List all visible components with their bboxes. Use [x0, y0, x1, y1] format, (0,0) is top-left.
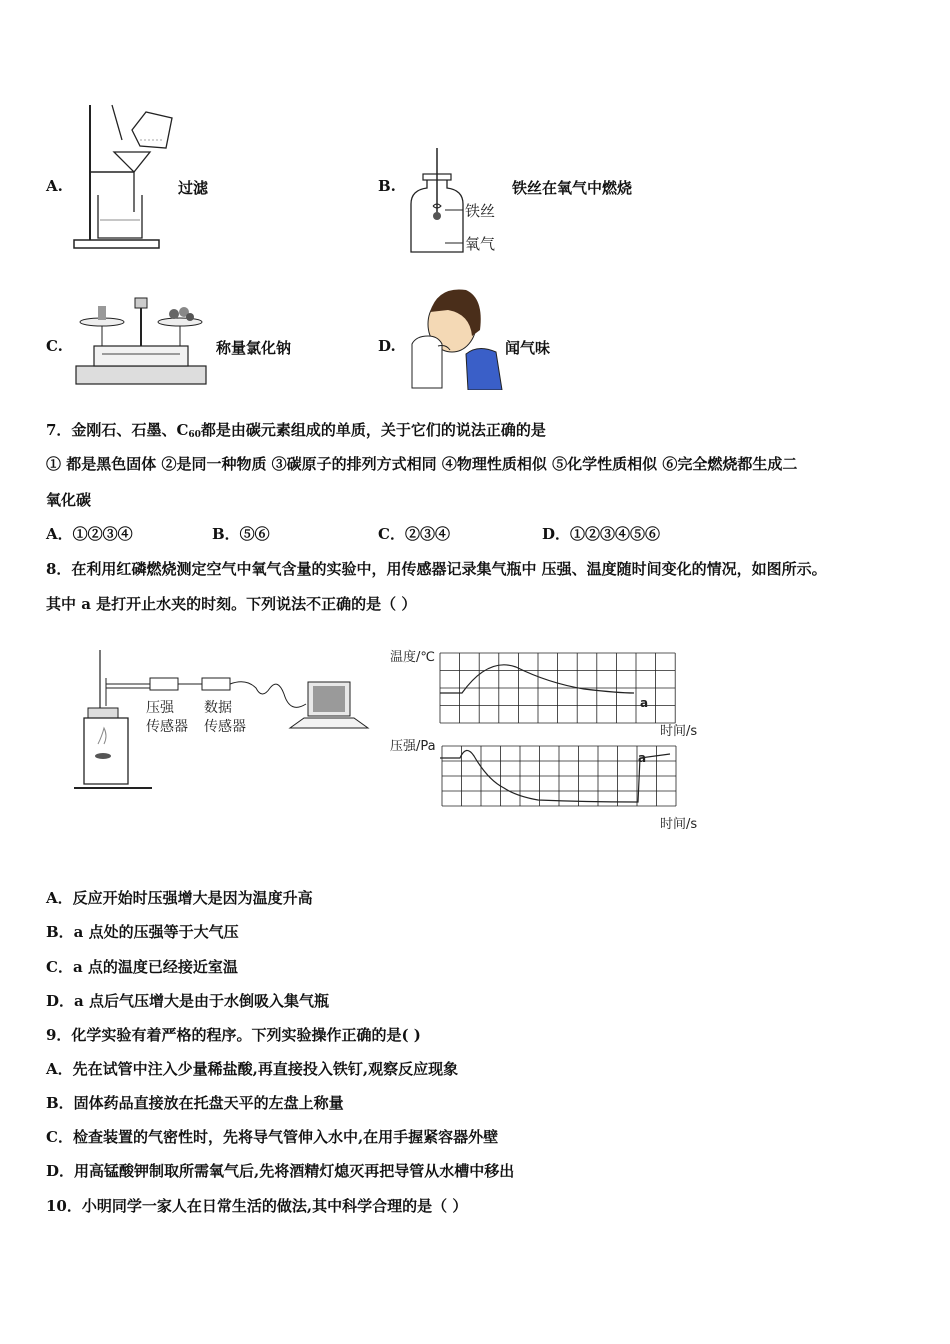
- filtration-apparatus-figure: [70, 100, 185, 252]
- temperature-a-marker: a: [640, 696, 649, 710]
- question-7-statements: ① 都是黑色固体 ②是同一种物质 ③碳原子的排列方式相同 ④物理性质相似 ⑤化学性质相似 ⑥完全燃烧都生成二: [46, 455, 798, 473]
- question-8-option-c[interactable]: C．a 点的温度已经接近室温: [46, 958, 238, 976]
- data-sensor-label-2: 传感器: [204, 719, 246, 735]
- pressure-sensor-label: 压强: [146, 700, 174, 716]
- temperature-curve: [440, 665, 634, 693]
- question-8-option-d[interactable]: D．a 点后气压增大是由于水倒吸入集气瓶: [46, 992, 329, 1010]
- question-9-option-d[interactable]: D．用高锰酸钾制取所需氧气后,先将酒精灯熄灭再把导管从水槽中移出: [46, 1162, 515, 1180]
- smelling-gas-figure: [408, 284, 503, 390]
- question-7-option-c[interactable]: C．②③④: [378, 525, 450, 543]
- question-7-option-a[interactable]: A．①②③④: [46, 525, 133, 543]
- question-8-stem-cont: 其中 a 是打开止水夹的时刻。下列说法不正确的是（ ）: [46, 595, 417, 613]
- question-8-stem: 8．在利用红磷燃烧测定空气中氧气含量的实验中，用传感器记录集气瓶中 压强、温度随时间变化的情况，如图所示。: [46, 560, 827, 578]
- data-sensor-label: 数据: [204, 700, 232, 716]
- pressure-time-chart: [388, 738, 703, 834]
- pressure-a-marker: a: [638, 751, 647, 765]
- option-d-caption: 闻气味: [505, 339, 551, 357]
- balance-weighing-figure: [72, 292, 212, 388]
- option-b-caption: 铁丝在氧气中燃烧: [512, 179, 633, 197]
- sensor-apparatus-figure: [70, 648, 375, 793]
- pressure-sensor-label-2: 传感器: [146, 719, 188, 735]
- option-c-letter: C.: [46, 337, 63, 355]
- question-7-option-d[interactable]: D．①②③④⑤⑥: [542, 525, 661, 543]
- temperature-time-chart: [388, 645, 703, 740]
- question-9-stem: 9．化学实验有着严格的程序。下列实验操作正确的是( ): [46, 1026, 421, 1044]
- question-7-option-b[interactable]: B．⑤⑥: [212, 525, 270, 543]
- oxygen-label: 氧气: [465, 235, 496, 253]
- question-7-statements-cont: 氧化碳: [46, 491, 92, 509]
- temperature-grid: [440, 653, 675, 723]
- question-9-option-c[interactable]: C．检查装置的气密性时，先将导气管伸入水中,在用手握紧容器外壁: [46, 1128, 499, 1146]
- option-a-caption: 过滤: [178, 179, 209, 197]
- question-7-stem: 7．金刚石、石墨、$C_{60}$都是由碳元素组成的单质，关于它们的说法正确的是: [46, 421, 546, 440]
- question-8-option-a[interactable]: A．反应开始时压强增大是因为温度升高: [46, 889, 313, 907]
- pressure-axis-label: 压强/Pa: [390, 739, 436, 754]
- option-c-caption: 称量氯化钠: [216, 339, 292, 357]
- temperature-axis-label: 温度/℃: [390, 650, 435, 665]
- question-9-option-a[interactable]: A．先在试管中注入少量稀盐酸,再直接投入铁钉,观察反应现象: [46, 1060, 459, 1078]
- question-10-stem: 10．小明同学一家人在日常生活的做法,其中科学合理的是（ ）: [46, 1197, 468, 1215]
- question-8-option-b[interactable]: B．a 点处的压强等于大气压: [46, 923, 239, 941]
- question-9-option-b[interactable]: B．固体药品直接放在托盘天平的左盘上称量: [46, 1094, 344, 1112]
- iron-wire-label: 铁丝: [465, 202, 496, 220]
- pressure-time-label: 时间/s: [660, 817, 698, 832]
- iron-wire-burning-figure: [405, 148, 510, 258]
- option-b-letter: B.: [378, 177, 396, 195]
- option-d-letter: D.: [378, 337, 396, 355]
- temperature-time-label: 时间/s: [660, 724, 698, 739]
- option-a-letter: A.: [46, 177, 63, 195]
